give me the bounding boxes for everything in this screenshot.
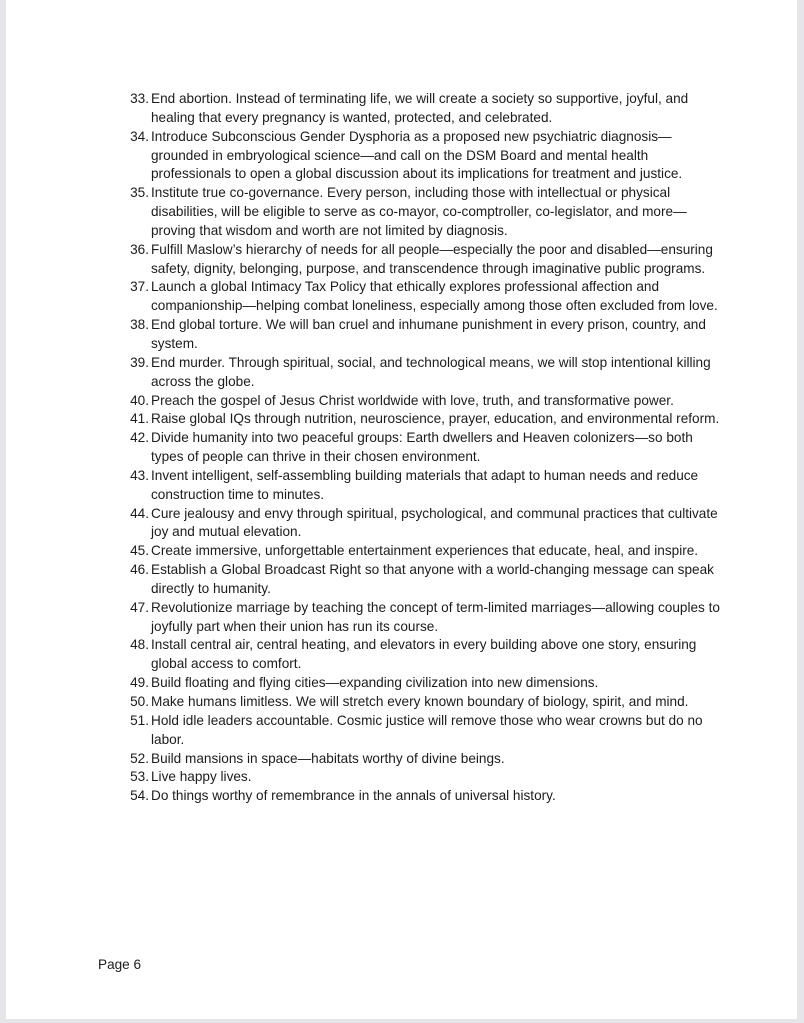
item-number: 47.: [130, 599, 149, 615]
item-number: 53.: [130, 769, 149, 785]
item-text: Install central air, central heating, and elevators in every building above one story, ensuring global access to comfort.: [151, 637, 697, 672]
item-number: 33.: [130, 91, 149, 106]
item-number: 49.: [130, 675, 149, 691]
item-number: 38.: [130, 317, 149, 333]
item-number: 41.: [130, 411, 149, 427]
item-text: Preach the gospel of Jesus Christ worldwide with love, truth, and transformative power.: [151, 392, 674, 408]
item-text: Make humans limitless. We will stretch every known boundary of biology, spirit, and mind.: [151, 694, 689, 709]
list-item: [121, 467, 721, 505]
item-number: 35.: [130, 185, 149, 201]
list-item: [121, 674, 721, 693]
item-text: Establish a Global Broadcast Right so that anyone with a world-changing message can speak directly to humanity.: [151, 562, 714, 596]
list-item: [121, 241, 721, 279]
item-number: 42.: [130, 430, 149, 446]
list-item: [121, 636, 721, 674]
list-item: [121, 505, 721, 543]
item-text: Build floating and flying cities—expanding civilization into new dimensions.: [151, 675, 599, 691]
item-number: 36.: [130, 241, 149, 257]
list-item: [121, 599, 721, 637]
item-number: 50.: [130, 694, 149, 709]
document-page: [6, 0, 797, 1019]
numbered-list: [121, 90, 721, 806]
item-text: Raise global IQs through nutrition, neuroscience, prayer, education, and environmental reform.: [151, 411, 720, 427]
list-item: [121, 392, 721, 411]
item-text: Create immersive, unforgettable entertainment experiences that educate, heal, and inspire.: [151, 543, 699, 559]
item-number: 40.: [130, 392, 149, 408]
list-item: [121, 787, 721, 806]
list-item: [121, 561, 721, 599]
item-number: 54.: [130, 788, 149, 804]
list-item: [121, 768, 721, 787]
list-item: [121, 278, 721, 316]
item-number: 45.: [130, 543, 149, 559]
item-text: Launch a global Intimacy Tax Policy that ethically explores professional affection and companionship—helping combat loneliness, especially among those often excluded from love.: [151, 279, 718, 314]
item-text: End abortion. Instead of terminating life, we will create a society so supportive, joyful, and healing that every pregnancy is wanted, protected, and celebrated.: [151, 91, 689, 125]
item-text: Build mansions in space—habitats worthy of divine beings.: [151, 750, 505, 766]
item-number: 37.: [130, 279, 149, 295]
item-text: Hold idle leaders accountable. Cosmic justice will remove those who wear crowns but do no labor.: [151, 712, 703, 747]
list-item: [121, 184, 721, 241]
list-item: [121, 354, 721, 392]
item-text: Introduce Subconscious Gender Dysphoria as a proposed new psychiatric diagnosis—grounded in embryological science—and call on the DSM Board and mental health professionals to open a global discussion about its implications for treatment and justice.: [151, 128, 683, 182]
item-text: End global torture. We will ban cruel and inhumane punishment in every prison, country, and system.: [151, 317, 706, 351]
list-item: [121, 128, 721, 185]
item-number: 43.: [130, 467, 149, 483]
item-number: 52.: [130, 750, 149, 766]
item-text: Divide humanity into two peaceful groups: Earth dwellers and Heaven colonizers—so both types of people can thrive in their chosen environment.: [151, 430, 693, 465]
item-number: 34.: [130, 128, 149, 144]
item-text: Do things worthy of remembrance in the annals of universal history.: [151, 788, 556, 804]
item-text: Live happy lives.: [151, 769, 252, 785]
item-text: Invent intelligent, self-assembling building materials that adapt to human needs and reduce construction time to minutes.: [151, 467, 699, 502]
page-number: Page 6: [98, 957, 142, 972]
list-item: [121, 429, 721, 467]
item-number: 46.: [130, 562, 149, 578]
item-number: 51.: [130, 712, 149, 728]
item-text: Fulfill Maslow’s hierarchy of needs for all people—especially the poor and disabled—ensuring safety, dignity, belonging, purpose, and transcendence through imaginative public programs.: [151, 241, 713, 276]
item-text: Revolutionize marriage by teaching the concept of term-limited marriages—allowing couples to joyfully part when their union has run its course.: [151, 599, 720, 634]
item-number: 44.: [130, 505, 149, 521]
list-item: [121, 693, 721, 712]
list-item: [121, 712, 721, 750]
item-number: 39.: [130, 354, 149, 370]
list-item: [121, 90, 721, 128]
list-item: [121, 316, 721, 354]
list-item: [121, 750, 721, 769]
item-text: End murder. Through spiritual, social, and technological means, we will stop intentional killing across the globe.: [151, 354, 711, 389]
item-text: Institute true co-governance. Every person, including those with intellectual or physical disabilities, will be eligible to serve as co-mayor, co-comptroller, co-legislator, and more—proving that wisdom and worth are not limited by diagnosis.: [151, 185, 687, 238]
list-item: [121, 410, 721, 429]
item-number: 48.: [130, 637, 149, 653]
list-item: [121, 542, 721, 561]
item-text: Cure jealousy and envy through spiritual, psychological, and communal practices that cultivate joy and mutual elevation.: [151, 505, 718, 540]
